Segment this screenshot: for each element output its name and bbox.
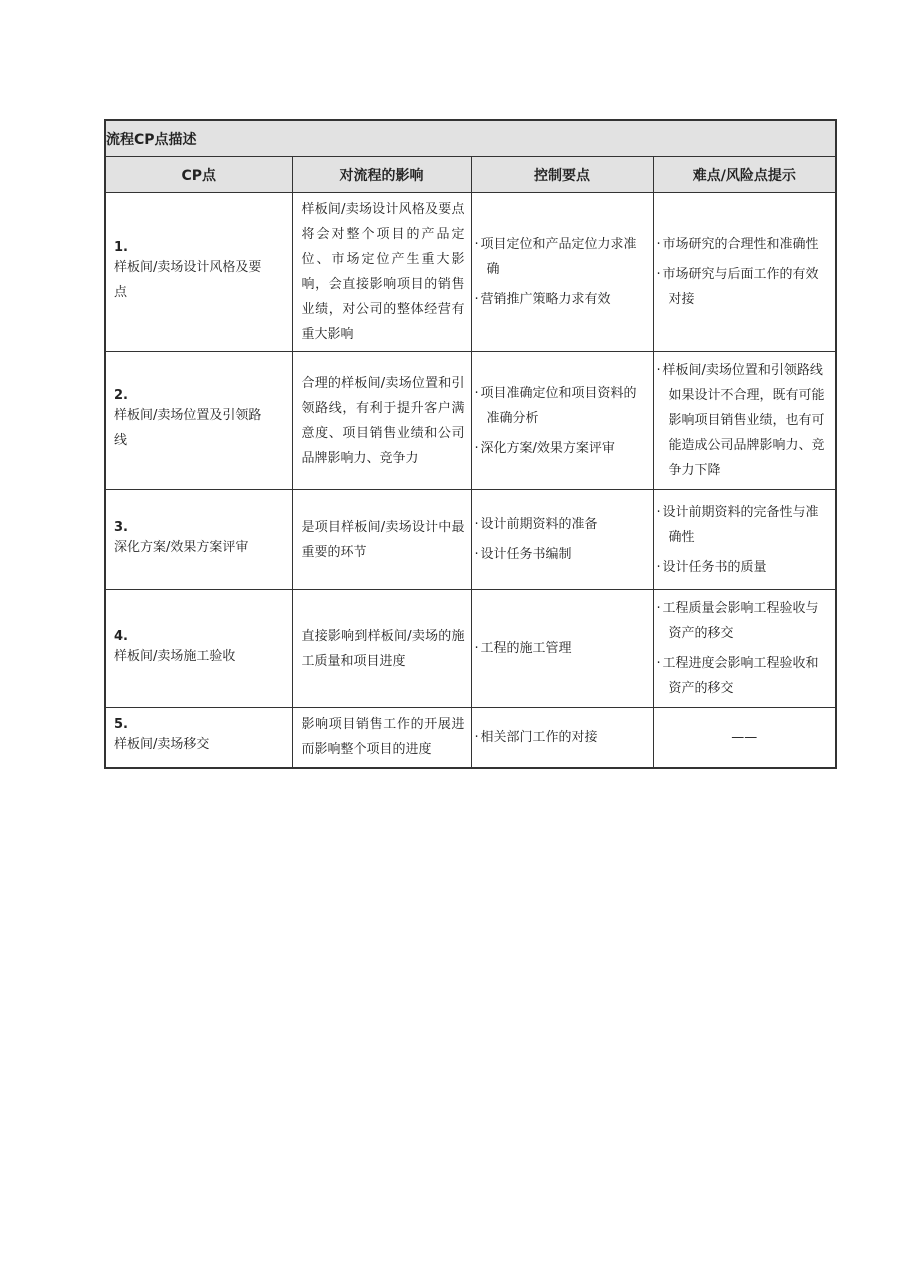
cp-name: 深化方案/效果方案评审: [114, 539, 249, 555]
header-control: 控制要点: [471, 157, 653, 193]
risk-cell: [653, 193, 836, 352]
risk-item: · 市场研究与后面工作的有效对接: [656, 267, 819, 307]
control-item: · 项目准确定位和项目资料的准确分析: [474, 385, 637, 426]
table-row: [105, 193, 836, 352]
control-item: · 相关部门工作的对接: [474, 729, 598, 745]
control-item: · 设计前期资料的准备: [474, 517, 598, 532]
risk-item: · 市场研究的合理性和准确性: [656, 237, 819, 252]
risk-item: · 设计任务书的质量: [656, 559, 767, 575]
risk-cell-empty: ——: [653, 708, 836, 768]
cp-name: 样板间/卖场位置及引领路线: [114, 408, 262, 448]
cp-cell: [105, 352, 292, 490]
row-number: 2.: [114, 388, 128, 403]
header-risk: 难点/风险点提示: [653, 157, 836, 193]
table-row: [105, 590, 836, 708]
cp-cell: [105, 590, 292, 708]
control-item: · 工程的施工管理: [474, 641, 572, 656]
table-row: [105, 352, 836, 490]
row-number: 4.: [114, 628, 128, 644]
control-item: · 设计任务书编制: [474, 547, 572, 562]
control-item: · 项目定位和产品定位力求准确: [474, 237, 637, 277]
table-title: 流程CP点描述: [105, 120, 836, 157]
risk-cell: [653, 590, 836, 708]
cp-table: [104, 119, 837, 769]
control-cell: [471, 708, 653, 768]
risk-cell: [653, 352, 836, 490]
control-cell: [471, 590, 653, 708]
cp-cell: [105, 490, 292, 590]
risk-item: · 样板间/卖场位置和引领路线如果设计不合理，既有可能影响项目销售业绩，也有可能造成公司品牌影响力、竞争力下降: [656, 363, 825, 478]
cp-name: 样板间/卖场施工验收: [114, 648, 236, 664]
row-number: 5.: [114, 717, 128, 733]
table-row: [105, 708, 836, 768]
table-header-row: [105, 157, 836, 193]
impact-cell: 直接影响到样板间/卖场的施工质量和项目进度: [292, 590, 471, 708]
header-cp: CP点: [105, 157, 292, 193]
control-cell: [471, 193, 653, 352]
control-cell: [471, 490, 653, 590]
control-item: · 营销推广策略力求有效: [474, 292, 611, 307]
cp-name: 样板间/卖场设计风格及要点: [114, 259, 262, 300]
row-number: 1.: [114, 239, 128, 255]
header-impact: 对流程的影响: [292, 157, 471, 193]
row-number: 3.: [114, 519, 128, 535]
impact-cell: 影响项目销售工作的开展进而影响整个项目的进度: [292, 708, 471, 768]
impact-cell: 合理的样板间/卖场位置和引领路线，有利于提升客户满意度、项目销售业绩和公司品牌影响力、竞争力: [292, 352, 471, 490]
risk-item: · 工程质量会影响工程验收与资产的移交: [656, 601, 819, 641]
risk-item: · 工程进度会影响工程验收和资产的移交: [656, 656, 819, 696]
control-item: · 深化方案/效果方案评审: [474, 440, 615, 456]
impact-cell: 是项目样板间/卖场设计中最重要的环节: [292, 490, 471, 590]
table-title-row: [105, 120, 836, 157]
table-row: [105, 490, 836, 590]
risk-cell: [653, 490, 836, 590]
impact-cell: 样板间/卖场设计风格及要点将会对整个项目的产品定位、市场定位产生重大影响，会直接影响项目的销售业绩，对公司的整体经营有重大影响: [292, 193, 471, 352]
risk-item: · 设计前期资料的完备性与准确性: [656, 504, 819, 545]
control-cell: [471, 352, 653, 490]
cp-name: 样板间/卖场移交: [114, 737, 210, 753]
cp-cell: [105, 708, 292, 768]
cp-cell: [105, 193, 292, 352]
